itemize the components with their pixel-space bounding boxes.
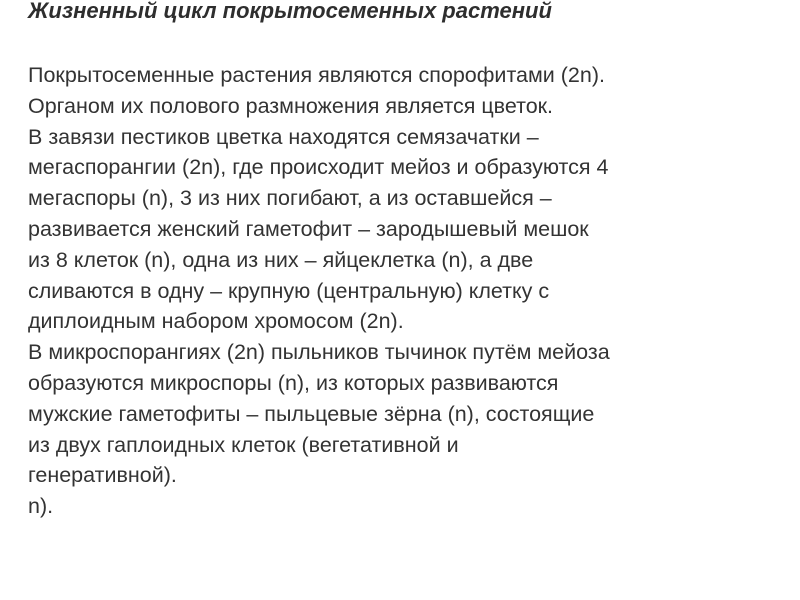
text-line: диплоидным набором хромосом (2n). [28, 309, 404, 334]
text-line: мегаспорангии (2n), где происходит мейоз и образуются 4 [28, 155, 609, 180]
text-line: Органом их полового размножения является цветок. [28, 93, 554, 118]
slide-title: Жизненный цикл покрытосеменных растений [28, 0, 552, 23]
text-line: из 8 клеток (n), одна из них – яйцеклетка (n), а две [28, 247, 534, 272]
text-line: В микроспорангиях (2n) пыльников тычинок путём мейоза [28, 340, 610, 365]
text-line: из двух гаплоидных клеток (вегетативной и [28, 432, 459, 457]
text-line: В завязи пестиков цветка находятся семязачатки – [28, 124, 539, 149]
text-line: n). [28, 494, 54, 519]
text-line: мегаспоры (n), 3 из них погибают, а из оставшейся – [28, 186, 552, 211]
text-line: генеративной). [28, 463, 177, 488]
text-line: сливаются в одну – крупную (центральную) клетку с [28, 278, 550, 303]
text-line: развивается женский гаметофит – зародышевый мешок [28, 216, 589, 241]
text-line: Покрытосеменные растения являются спорофитами (2n). [28, 63, 605, 87]
text-line: мужские гаметофиты – пыльцевые зёрна (n), состоящие [28, 401, 595, 426]
text-line: образуются микроспоры (n), из которых развиваются [28, 370, 559, 395]
body-text [28, 60, 778, 522]
